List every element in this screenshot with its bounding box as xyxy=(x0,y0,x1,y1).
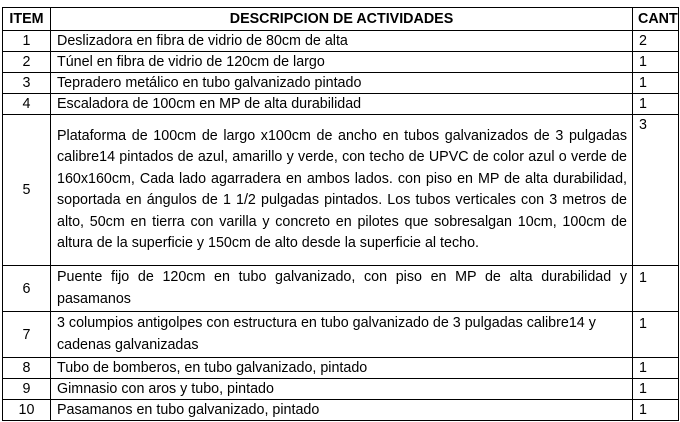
item-number: 1 xyxy=(3,31,51,52)
item-quantity: 3 xyxy=(633,115,679,266)
table-row xyxy=(3,94,679,115)
table-row xyxy=(3,400,679,421)
item-number: 8 xyxy=(3,358,51,379)
item-number: 7 xyxy=(3,312,51,358)
item-quantity: 1 xyxy=(633,73,679,94)
table-row xyxy=(3,52,679,73)
table-row xyxy=(3,358,679,379)
item-number: 5 xyxy=(3,115,51,266)
item-description: Pasamanos en tubo galvanizado, pintado xyxy=(51,400,633,421)
item-quantity: 1 xyxy=(633,400,679,421)
item-quantity: 1 xyxy=(633,94,679,115)
header-quantity: CANT xyxy=(633,8,679,31)
item-description: Plataforma de 100cm de largo x100cm de ancho en tubos galvanizados de 3 pulgadas calibre14 pintados de azul, amarillo y verde, con techo de UPVC de color azul o verde de 160x160cm, Cada lado agarradera en ambos lados. con piso en MP de alta durabilidad, soportada en ángulos de 1 1/2 pulgadas pintados. Los tubos verticales con 3 metros de alto, 50cm en tierra con varilla y concreto en pilotes que sobresalgan 10cm, 100cm de altura de la superficie y 150cm de alto desde la superficie al techo. xyxy=(51,115,633,266)
table-row xyxy=(3,73,679,94)
table-row xyxy=(3,115,679,266)
item-quantity: 1 xyxy=(633,379,679,400)
header-item: ITEM xyxy=(3,8,51,31)
item-number: 6 xyxy=(3,266,51,312)
activities-table xyxy=(2,7,679,421)
table-row xyxy=(3,31,679,52)
item-description: Tepradero metálico en tubo galvanizado pintado xyxy=(51,73,633,94)
item-number: 4 xyxy=(3,94,51,115)
table-header-row xyxy=(3,8,679,31)
item-number: 9 xyxy=(3,379,51,400)
item-number: 3 xyxy=(3,73,51,94)
item-quantity: 2 xyxy=(633,31,679,52)
header-description: DESCRIPCION DE ACTIVIDADES xyxy=(51,8,633,31)
item-quantity: 1 xyxy=(633,358,679,379)
item-quantity: 1 xyxy=(633,266,679,312)
item-description: Túnel en fibra de vidrio de 120cm de largo xyxy=(51,52,633,73)
table-row xyxy=(3,379,679,400)
item-description: Escaladora de 100cm en MP de alta durabilidad xyxy=(51,94,633,115)
item-description: 3 columpios antigolpes con estructura en tubo galvanizado de 3 pulgadas calibre14 y cadenas galvanizadas xyxy=(51,312,633,358)
item-description: Puente fijo de 120cm en tubo galvanizado, con piso en MP de alta durabilidad y pasamanos xyxy=(51,266,633,312)
item-description: Tubo de bomberos, en tubo galvanizado, pintado xyxy=(51,358,633,379)
item-number: 10 xyxy=(3,400,51,421)
item-description: Gimnasio con aros y tubo, pintado xyxy=(51,379,633,400)
item-number: 2 xyxy=(3,52,51,73)
table-row xyxy=(3,266,679,312)
item-description: Deslizadora en fibra de vidrio de 80cm de alta xyxy=(51,31,633,52)
item-quantity: 1 xyxy=(633,52,679,73)
table-row xyxy=(3,312,679,358)
item-quantity: 1 xyxy=(633,312,679,358)
